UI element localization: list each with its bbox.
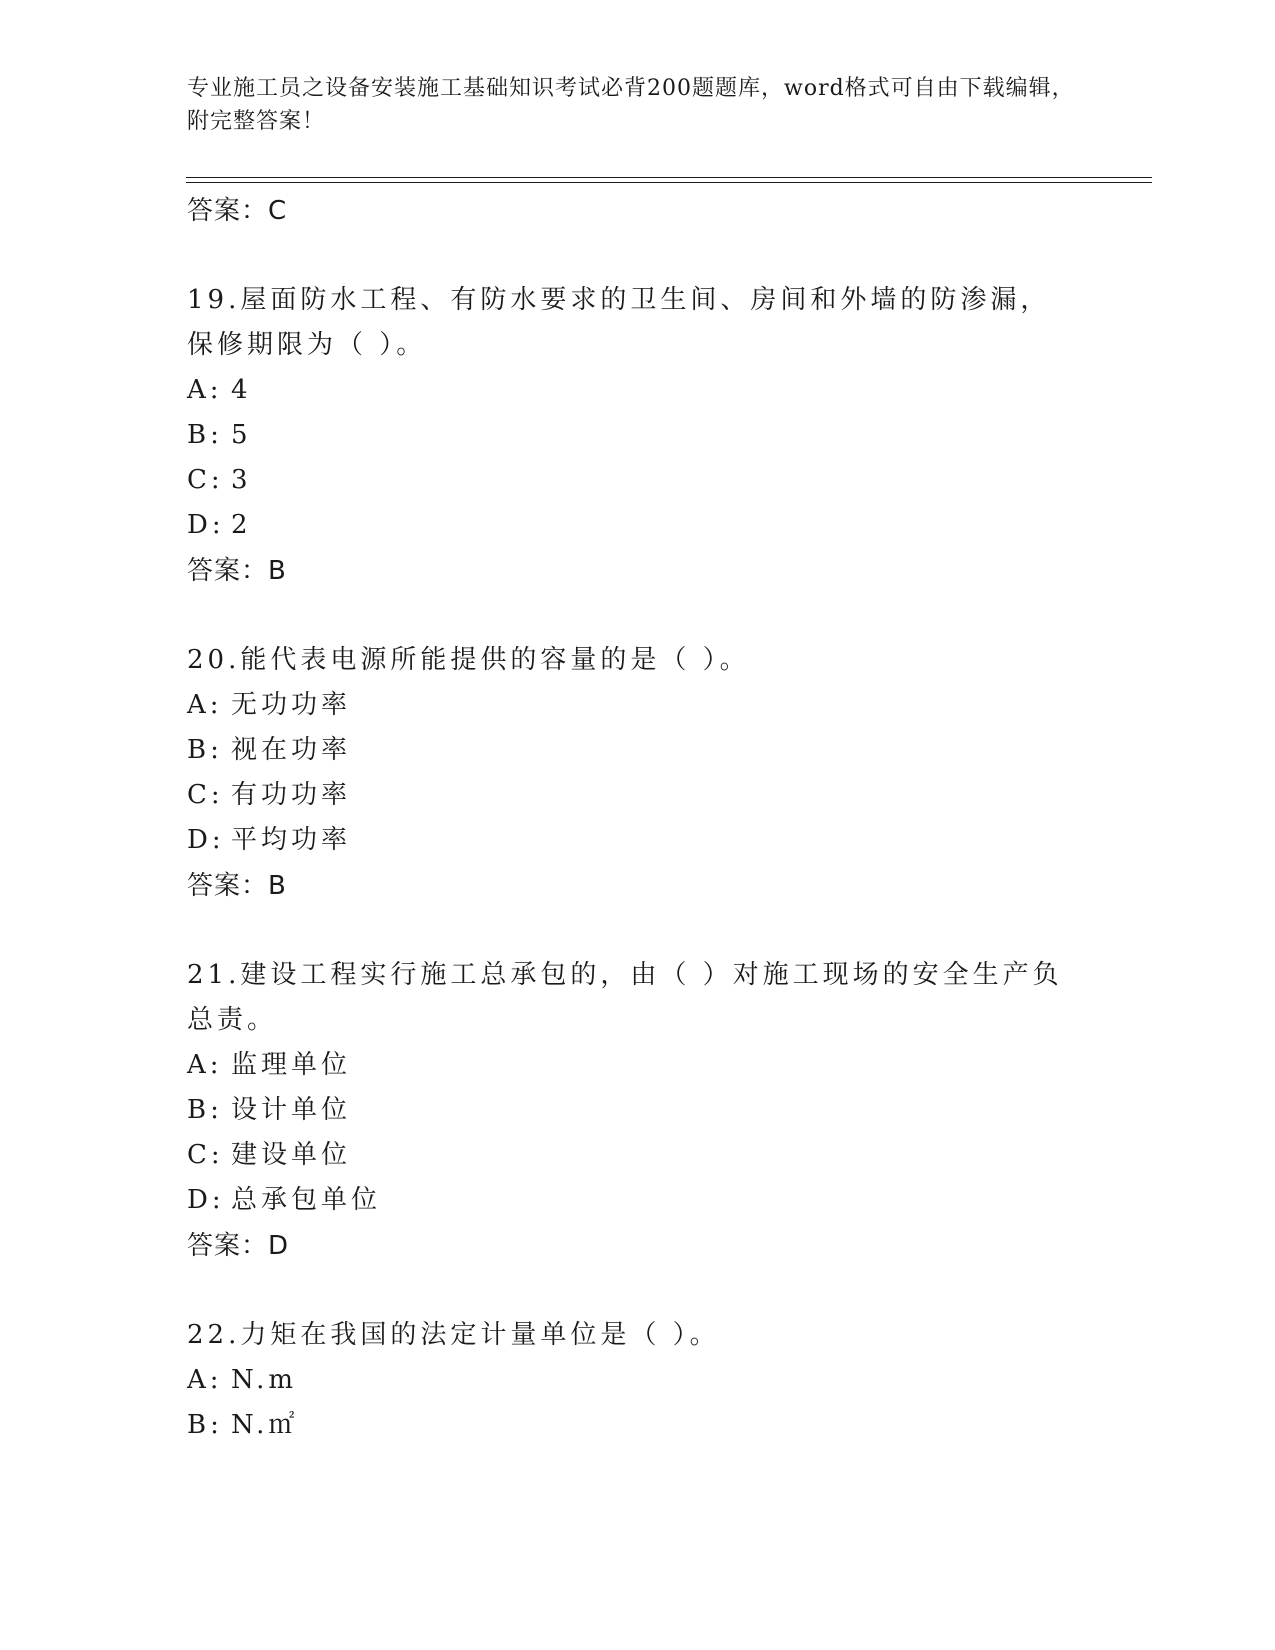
answer-line: 答案：B bbox=[187, 556, 287, 586]
option-text: 3 bbox=[231, 465, 252, 495]
option-c bbox=[187, 458, 1087, 503]
option-text: N.m bbox=[231, 1365, 298, 1395]
question-list bbox=[187, 188, 1087, 1448]
option-text: N.㎡ bbox=[231, 1410, 299, 1440]
option-b bbox=[187, 1088, 1087, 1133]
answer-line: 答案：D bbox=[187, 1231, 290, 1261]
option-text: 5 bbox=[231, 420, 252, 450]
option-key: D: bbox=[187, 1185, 225, 1215]
option-text: 建设单位 bbox=[231, 1140, 352, 1170]
option-b bbox=[187, 1403, 1087, 1448]
option-key: C: bbox=[187, 465, 224, 495]
question-stem: 20.能代表电源所能提供的容量的是（ ）。 bbox=[187, 645, 750, 675]
option-key: A: bbox=[187, 690, 223, 720]
option-key: B: bbox=[187, 1095, 223, 1125]
option-d bbox=[187, 1178, 1087, 1223]
question-20 bbox=[187, 638, 1087, 909]
option-key: B: bbox=[187, 420, 223, 450]
answer-line: 答案：B bbox=[187, 871, 287, 901]
option-text: 平均功率 bbox=[231, 825, 352, 855]
option-text: 4 bbox=[231, 375, 252, 405]
question-stem: 22.力矩在我国的法定计量单位是（ ）。 bbox=[187, 1320, 720, 1350]
option-key: A: bbox=[187, 375, 223, 405]
option-a bbox=[187, 683, 1087, 728]
option-key: B: bbox=[187, 1410, 223, 1440]
option-key: A: bbox=[187, 1050, 223, 1080]
option-key: D: bbox=[187, 510, 225, 540]
option-b bbox=[187, 413, 1087, 458]
header-rule-thick bbox=[186, 182, 1152, 183]
option-a bbox=[187, 368, 1087, 413]
option-text: 总承包单位 bbox=[231, 1185, 382, 1215]
answer-line: 答案：C bbox=[187, 196, 288, 226]
option-key: C: bbox=[187, 780, 224, 810]
option-c bbox=[187, 1133, 1087, 1178]
option-c bbox=[187, 773, 1087, 818]
option-text: 有功功率 bbox=[231, 780, 352, 810]
option-text: 无功功率 bbox=[231, 690, 352, 720]
question-22 bbox=[187, 1313, 1087, 1448]
option-key: C: bbox=[187, 1140, 224, 1170]
option-text: 2 bbox=[231, 510, 252, 540]
question-stem: 21.建设工程实行施工总承包的，由（ ）对施工现场的安全生产负总责。 bbox=[187, 960, 1063, 1035]
option-d bbox=[187, 818, 1087, 863]
option-key: A: bbox=[187, 1365, 223, 1395]
question-19 bbox=[187, 278, 1087, 594]
option-text: 监理单位 bbox=[231, 1050, 352, 1080]
document-header: 专业施工员之设备安装施工基础知识考试必背200题题库，word格式可自由下载编辑，附完整答案！ bbox=[187, 76, 1075, 134]
option-a bbox=[187, 1358, 1087, 1403]
option-text: 视在功率 bbox=[231, 735, 352, 765]
option-d bbox=[187, 503, 1087, 548]
option-b bbox=[187, 728, 1087, 773]
option-key: D: bbox=[187, 825, 225, 855]
option-key: B: bbox=[187, 735, 223, 765]
option-a bbox=[187, 1043, 1087, 1088]
question-stem: 19.屋面防水工程、有防水要求的卫生间、房间和外墙的防渗漏，保修期限为（ ）。 bbox=[187, 285, 1051, 360]
question-21 bbox=[187, 953, 1087, 1269]
option-text: 设计单位 bbox=[231, 1095, 352, 1125]
header-rule-thin bbox=[186, 177, 1152, 178]
